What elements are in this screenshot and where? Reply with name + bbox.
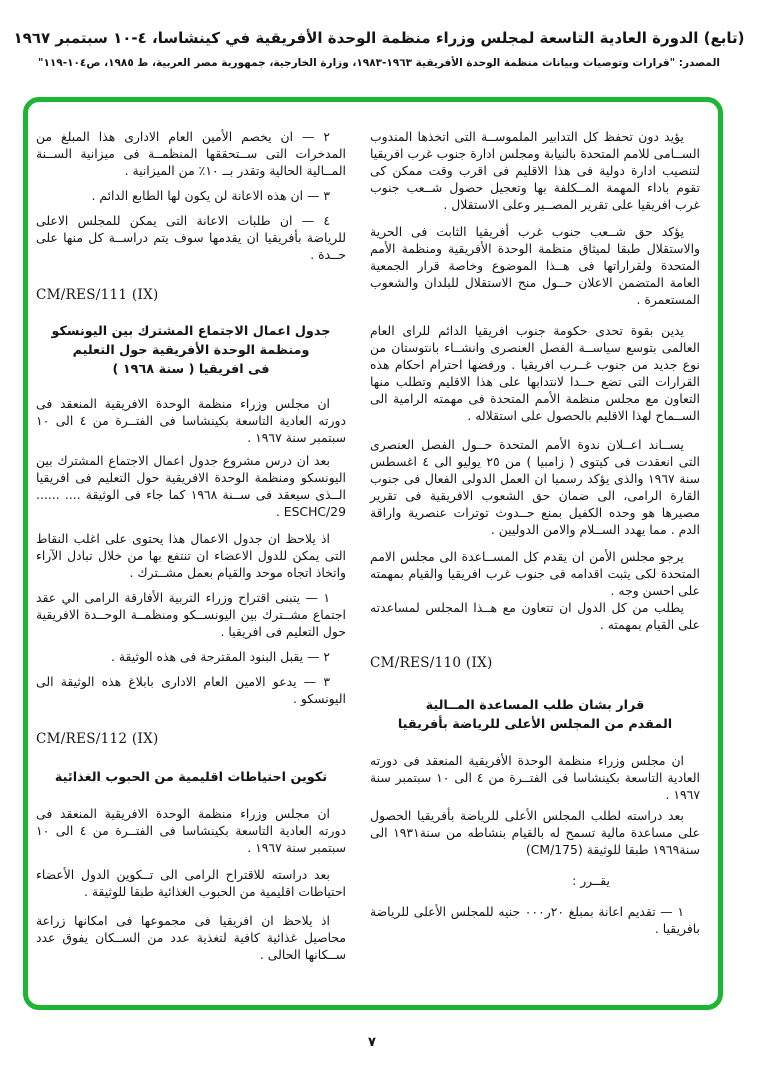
resolution-ref-111: CM/RES/111 (IX)	[36, 287, 159, 303]
content-frame	[23, 97, 723, 1010]
para-council-session-112: ان مجلس وزراء منظمة الوحدة الافريقية المنعقد فى دورته العادية التاسعة بكينشاسا فى الفتــرة من ٤ الى ١٠ سبتمبر سنة ١٩٦٧ .	[36, 806, 346, 855]
para-numbered-3: ٣ — ان هذه الاعانة لن يكون لها الطابع الدائم .	[91, 188, 330, 203]
decision-item-1: ١ — تقديم اعانة بمبلغ ٢٠ر٠٠٠ جنيه للمجلس الأعلى للرياضة بافريقيا .	[370, 904, 700, 936]
resolution-111-title-line1: جدول اعمال الاجتماع المشترك بين اليونسكو	[51, 324, 331, 339]
column-left	[36, 128, 346, 1005]
para-agenda-draft: بعد ان درس مشروع جدول اعمال الاجتماع المشترك بين اليونسكو ومنظمة الوحدة الافريقية حول التعليم فى افريقيا الــذى سيعقد فى ســنة ١٩٦٨ كما جاء فى الوثيقة .... ...... ESCHC/29 .	[36, 453, 346, 519]
list-item-3-invites: ٣ — يدعو الامين العام الادارى بابلاغ هذه الوثيقة الى اليونسكو .	[36, 674, 346, 706]
source-citation: المصدر: "قرارات وتوصيات وبيانات منظمة الوحدة الأفريقية ١٩٦٣-١٩٨٣، وزارة الخارجية، جمهورية مصر العربية، ط ١٩٨٥، ص١٠٤-١١٩"	[38, 57, 720, 69]
resolution-111-title-line2: ومنظمة الوحدة الأفريقية حول التعليم	[72, 343, 310, 358]
para-council-session-110: ان مجلس وزراء منظمة الوحدة الأفريقية المنعقد فى دورته العادية التاسعة بكينشاسا فى الفتــرة من ٤ الى ١٠ سبتمبر سنة ١٩٦٧ .	[370, 753, 700, 802]
para-supports-measures: يؤيد دون تحفظ كل التدابير الملموســة التى اتخذها المندوب الســامى للامم المتحدة بالنيابة ومجلس ادارة جنوب غرب افريقيا لتنصيب ادارة دولية فى هذا الاقليم فى اقرب وقت ممكن كى تقوم باداء المهمة المــكلفة بها وتعجيل حصول شــعب جنوب غرب افريقيا على تقرير المصــير وعلى الاستقلال .	[370, 129, 700, 212]
resolution-111-title-line3: فى افريقيا ( سنة ١٩٦٨ )	[112, 362, 270, 377]
para-noting-agenda: اذ يلاحظ ان جدول الاعمال هذا يحتوى على اغلب النقاط التى يمكن للدول الاعضاء ان تنتفع بها من خلال تبادل الآراء واتخاذ اتجاه موحد والقيام بعمل مشــترك .	[36, 531, 346, 580]
page-header	[0, 28, 758, 70]
column-right	[370, 128, 700, 1005]
resolution-ref-112: CM/RES/112 (IX)	[36, 731, 159, 747]
para-endorses-declaration: يســاند اعــلان ندوة الأمم المتحدة حــول الفصل العنصرى التى انعقدت فى كيتوى ( زامبيا ) من ٢٥ يوليو الى ٤ اغسطس سنة ١٩٦٧ والذى يؤكد رسميا ان العمل الدولى الفعال فى جنوب القارة الرامى، الى ضمان حق الشعوب الافريقية فى تقرير مصيرها هو وحده الكفيل بمنع حــدوث توترات عنصرية واراقة الدم . مما يهدد الســلام والامن الدوليين .	[370, 437, 701, 537]
list-item-2-accepts: ٢ — يقبل البنود المقترحة فى هذه الوثيقة .	[111, 649, 330, 664]
resolution-112-title: تكوين احتياطات اقليمية من الحبوب الغذائية	[54, 770, 328, 785]
para-requests-security-council: يرجو مجلس الأمن ان يقدم كل المســاعدة الى مجلس الامم المتحدة لكى يثبت اقدامه فى جنوب غرب افريقيا والقيام بمهمته على احسن وجه .	[370, 549, 700, 598]
para-after-study-110: بعد دراسته لطلب المجلس الأعلى للرياضة بأفريقيا الحصول على مساعدة مالية تسمح له بالقيام بنشاطه من سنة١٩٣١ الى سنة١٩٦٩ طبقا للوثيقة (CM/175)	[370, 808, 701, 857]
para-numbered-2: ٢ — ان يخصم الأمين العام الادارى هذا المبلغ من المدخرات التى ســتحققها المنظمــة فى ميزانية الســنة المــالية الحالية وتقدر بــ ١٠٪ من الميزانية .	[36, 129, 346, 178]
resolution-110-title-line2: المقدم من المجلس الأعلى للرياضة بأفريقيا	[397, 717, 673, 732]
para-requests-states: يطلب من كل الدول ان تتعاون مع هــذا المجلس لمساعدته على القيام بمهمته .	[370, 600, 700, 632]
session-title: (تابع) الدورة العادية التاسعة لمجلس وزراء منظمة الوحدة الأفريقية في كينشاسا، ٤-١٠ سبتمبر ١٩٦٧	[13, 29, 745, 47]
list-item-1-adopts: ١ — يتبنى اقتراح وزراء التربية الأفارقة الرامى الي عقد اجتماع مشــترك بين اليونســكو ومنظمــة الوحــدة الافريقية حول التعليم فى افريقيا .	[36, 590, 346, 639]
para-noting-crops: اذ يلاحظ ان افريقيا فى مجموعها فى امكانها زراعة محاصيل غذائية كافية لتغذية عدد من الســكان يفوق عدد ســكانها الحالى .	[36, 913, 346, 962]
para-condemns-policy: يدين بقوة تحدى حكومة جنوب افريقيا الدائم للراى العام العالمى بتوسع سياســة الفصل العنصرى وانشــاء بانتوستان من نوع جديد من جنوب غــرب افريقيا . ورفضها احترام احكام هذه القرارات التى تضع حــدا لانتدابها على هذا الاقليم وتطلب منها التعاون مع مجلس منظمة الأمم المتحدة فى مهمته الرامية الى الســماح لهذا الاقليم بالحصول على استقلاله .	[370, 323, 700, 423]
resolution-ref-110: CM/RES/110 (IX)	[370, 655, 493, 671]
para-numbered-4: ٤ — ان طلبات الاعانة التى يمكن للمجلس الاعلى للرياضة بأفريقيا ان يقدمها سوف يتم دراســة كل منها على حــدة .	[36, 213, 346, 262]
para-affirms-right: يؤكد حق شــعب جنوب غرب أفريقيا الثابت فى الحرية والاستقلال طبقا لميثاق منظمة الوحدة الأفريقية ومنظمة الأمم المتحدة ولقراراتها فى هــذا الموضوع وخاصة قرار الجمعية العامة المتضمن الاعلان حــول منح الاستقلال للبلدان والشعوب المستعمرة .	[370, 224, 700, 307]
para-council-session-111: ان مجلس وزراء منظمة الوحدة الافريقية المنعقد فى دورته العادية التاسعة بكينشاسا فى الفتــرة من ٤ الى ١٠ سبتمبر سنة ١٩٦٧ .	[36, 396, 346, 445]
para-after-study-112: بعد دراسته للاقتراح الرامى الى تــكوين الدول الأعضاء احتياطات اقليمية من الحبوب الغذائية طبقا للوثيقة .	[36, 867, 346, 899]
page-number: ٧	[368, 1035, 376, 1050]
resolution-110-title-line1: قرار بشان طلب المساعدة المــالية	[425, 698, 645, 713]
decides-label: يقــرر :	[572, 873, 610, 888]
two-column-layout	[28, 102, 718, 1005]
